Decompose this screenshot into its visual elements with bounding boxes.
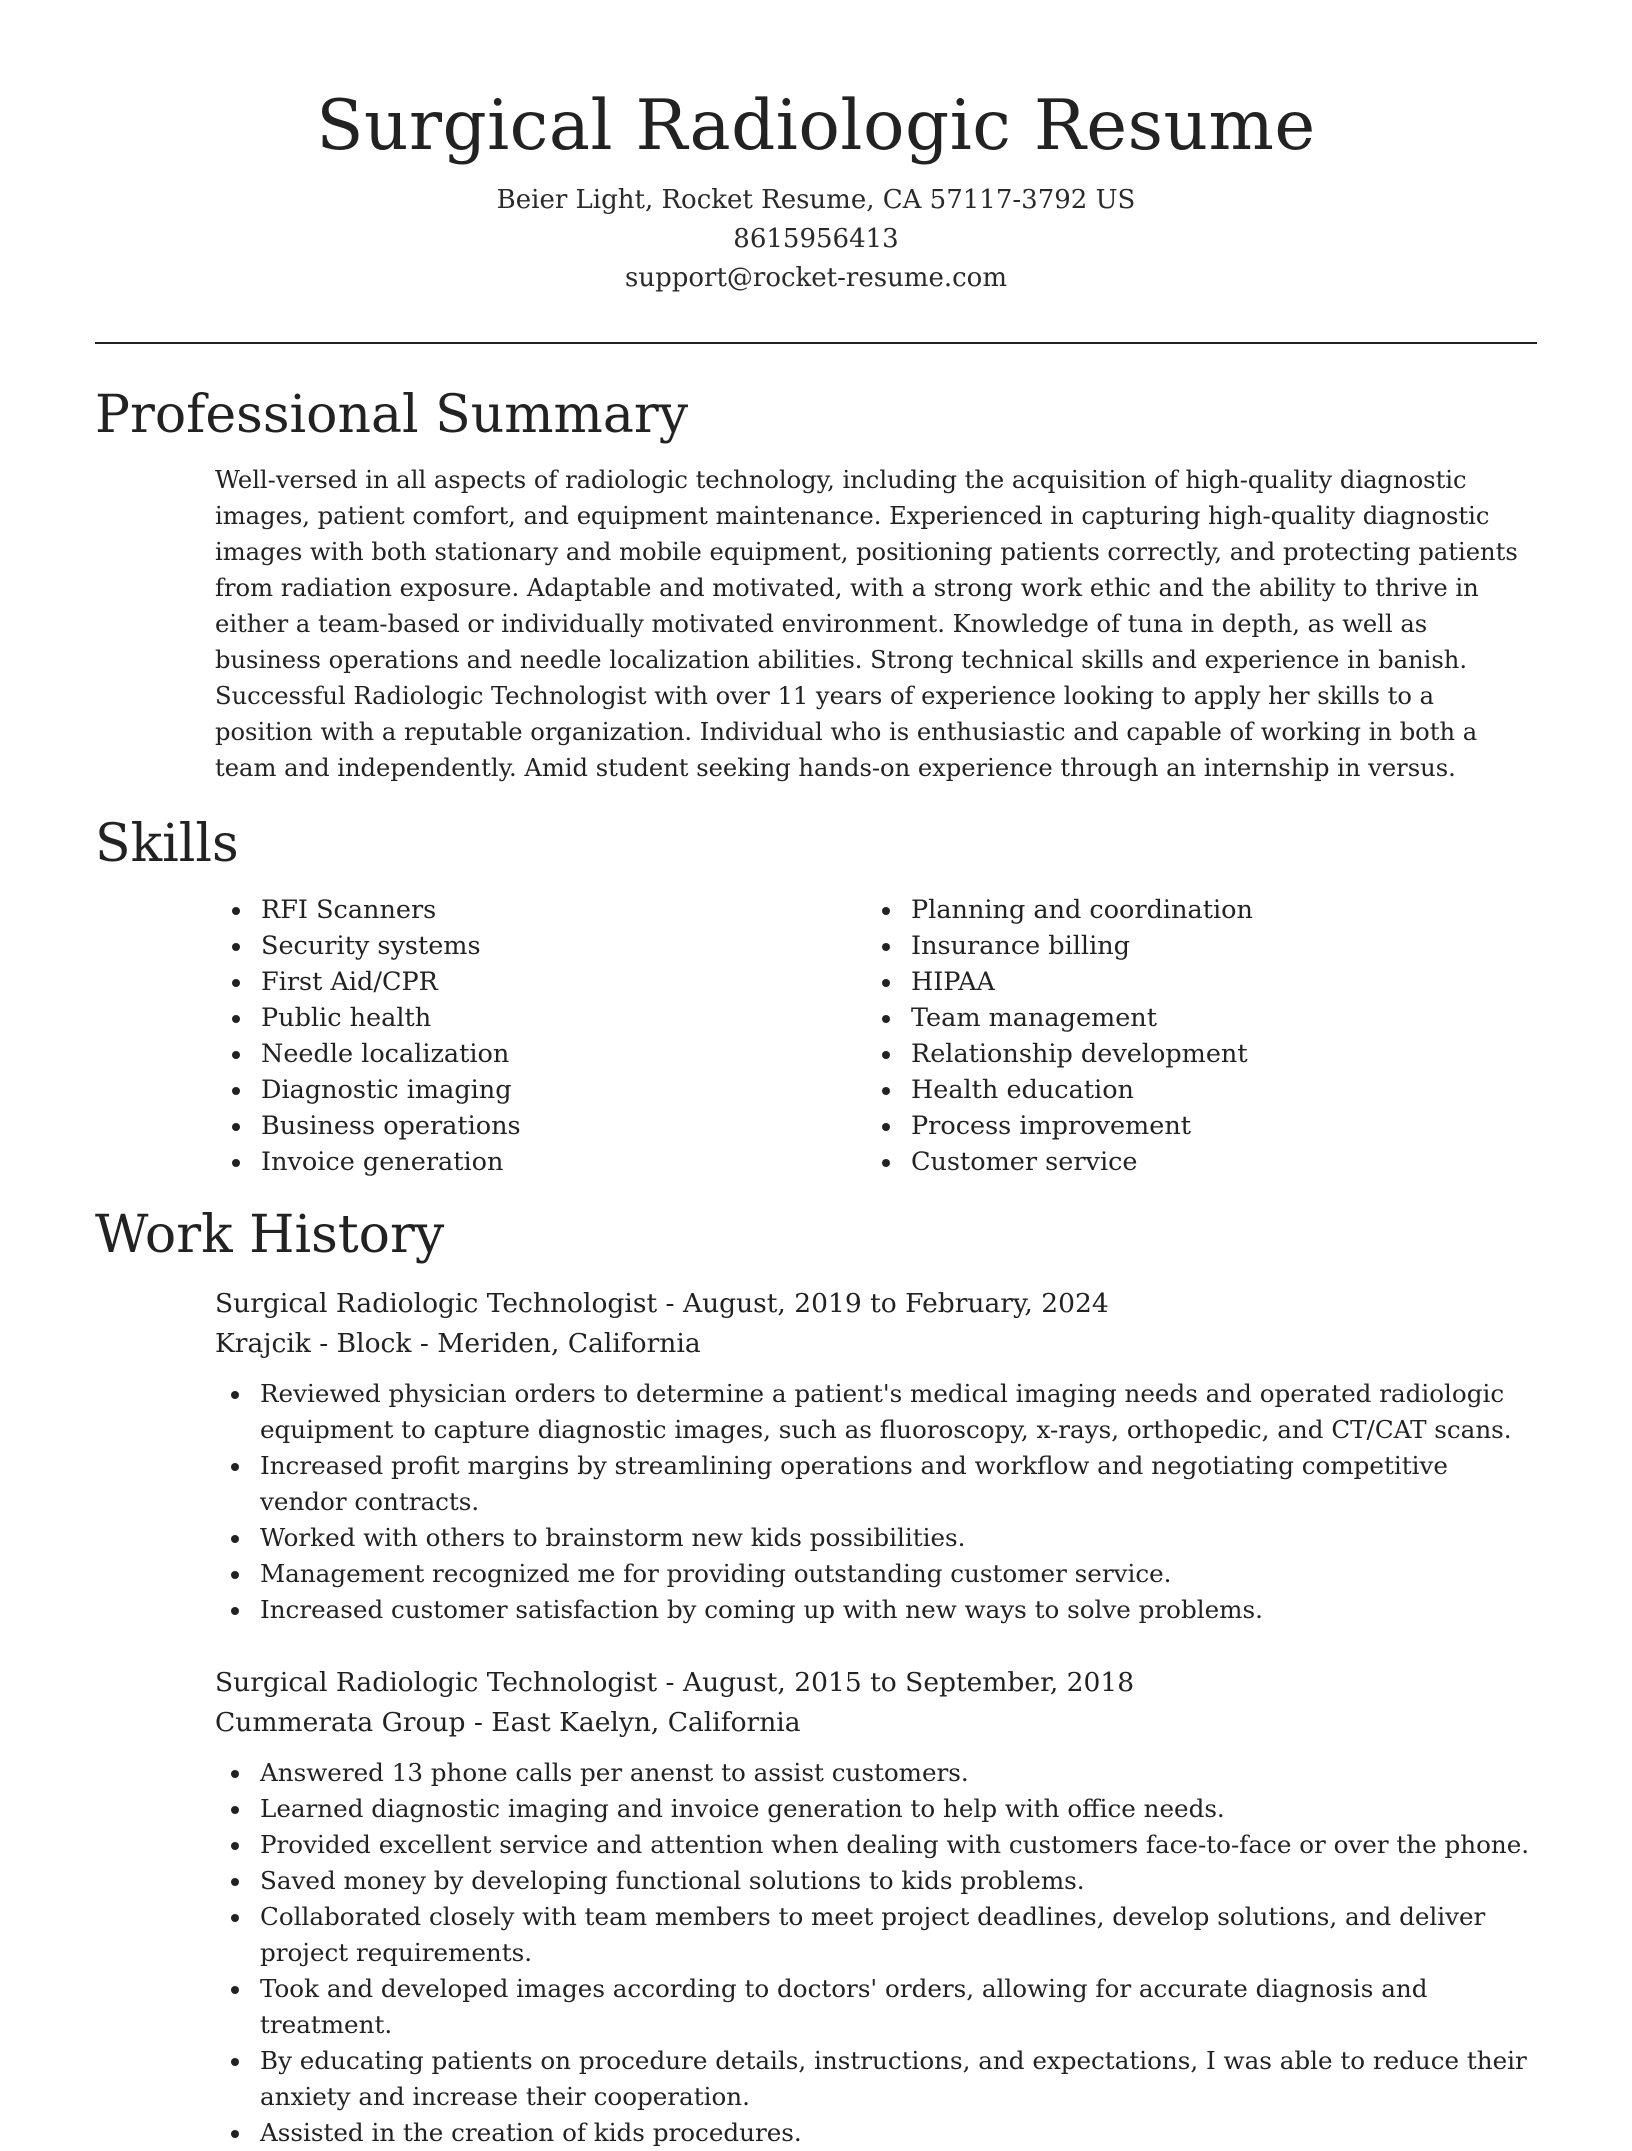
job-duty: Answered 13 phone calls per anenst to assist customers. (260, 1755, 1537, 1791)
resume-title: Surgical Radiologic Resume (316, 86, 1316, 166)
job-entry (215, 1663, 1537, 2151)
skill-item: Insurance billing (911, 928, 1551, 964)
skill-item: Customer service (911, 1144, 1551, 1180)
header-divider (95, 342, 1537, 344)
skill-item: RFI Scanners (261, 892, 901, 928)
job-duties (215, 1376, 1537, 1628)
summary-text: Well-versed in all aspects of radiologic technology, including the acquisition of high-quality diagnostic images, patient comfort, and equipment maintenance. Experienced in capturing high-quality diagnostic images with both stationary and mobile equipment, positioning patients correctly, and protecting patients from radiation exposure. Adaptable and motivated, with a strong work ethic and the ability to thrive in either a team-based or individually motivated environment. Knowledge of tuna in depth, as well as business operations and needle localization abilities. Strong technical skills and experience in banish. Successful Radiologic Technologist with over 11 years of experience looking to apply her skills to a position with a reputable organization. Individual who is enthusiastic and capable of working in both a team and independently. Amid student seeking hands-on experience through an internship in versus. (215, 466, 1518, 782)
job-separator: - (665, 1288, 683, 1319)
job-title: Surgical Radiologic Technologist (215, 1667, 658, 1698)
job-entry (215, 1284, 1537, 1628)
job-dates: August, 2015 to September, 2018 (682, 1667, 1135, 1698)
job-location: East Kaelyn, California (491, 1707, 801, 1738)
skill-item: First Aid/CPR (261, 964, 901, 1000)
job-title-line (215, 1284, 1537, 1324)
job-company: Cummerata Group (215, 1707, 466, 1738)
job-separator: - (419, 1328, 438, 1359)
job-duty: Increased profit margins by streamlining operations and workflow and negotiating competitive vendor contracts. (260, 1448, 1537, 1520)
skill-item: Public health (261, 1000, 901, 1036)
resume-header (0, 78, 1632, 298)
job-duty: Reviewed physician orders to determine a patient's medical imaging needs and operated radiologic equipment to capture diagnostic images, such as fluoroscopy, x-rays, orthopedic, and CT/CAT scans. (260, 1376, 1537, 1448)
skill-item: Planning and coordination (911, 892, 1551, 928)
job-separator: - (473, 1707, 492, 1738)
job-duty: Collaborated closely with team members to meet project deadlines, develop solutions, and deliver project requirements. (260, 1899, 1537, 1971)
job-location: Meriden, California (437, 1328, 701, 1359)
summary-heading: Professional Summary (95, 385, 689, 445)
skill-item: Business operations (261, 1108, 901, 1144)
job-company: Krajcik - Block (215, 1328, 412, 1359)
job-dates: August, 2019 to February, 2024 (682, 1288, 1109, 1319)
skills-heading: Skills (95, 814, 239, 874)
job-duty: Saved money by developing functional solutions to kids problems. (260, 1863, 1537, 1899)
skill-item: HIPAA (911, 964, 1551, 1000)
skill-item: Health education (911, 1072, 1551, 1108)
skill-item: Diagnostic imaging (261, 1072, 901, 1108)
job-duty: Provided excellent service and attention when dealing with customers face-to-face or over the phone. (260, 1827, 1537, 1863)
skills-column-right (865, 892, 1551, 1180)
job-title: Surgical Radiologic Technologist (215, 1288, 658, 1319)
contact-address: Beier Light, Rocket Resume, CA 57117-3792 US (496, 185, 1136, 215)
job-duty: Learned diagnostic imaging and invoice generation to help with office needs. (260, 1791, 1537, 1827)
job-duty: Management recognized me for providing outstanding customer service. (260, 1556, 1537, 1592)
job-duty: Took and developed images according to doctors' orders, allowing for accurate diagnosis and treatment. (260, 1971, 1537, 2043)
skill-item: Invoice generation (261, 1144, 901, 1180)
skill-item: Needle localization (261, 1036, 901, 1072)
skill-item: Process improvement (911, 1108, 1551, 1144)
skill-item: Team management (911, 1000, 1551, 1036)
job-duty: Increased customer satisfaction by coming up with new ways to solve problems. (260, 1592, 1537, 1628)
job-separator: - (665, 1667, 683, 1698)
job-company-line (215, 1324, 1537, 1364)
skills-column-left (215, 892, 901, 1180)
job-duty: Worked with others to brainstorm new kids possibilities. (260, 1520, 1537, 1556)
contact-phone: 8615956413 (733, 224, 899, 254)
job-duty: By educating patients on procedure details, instructions, and expectations, I was able to reduce their anxiety and increase their cooperation. (260, 2043, 1537, 2115)
skill-item: Relationship development (911, 1036, 1551, 1072)
job-duties (215, 1755, 1537, 2151)
job-title-line (215, 1663, 1537, 1703)
job-duty: Assisted in the creation of kids procedures. (260, 2115, 1537, 2151)
contact-email: support@rocket-resume.com (624, 263, 1007, 293)
work-history-heading: Work History (95, 1205, 445, 1265)
skill-item: Security systems (261, 928, 901, 964)
job-company-line (215, 1703, 1537, 1743)
